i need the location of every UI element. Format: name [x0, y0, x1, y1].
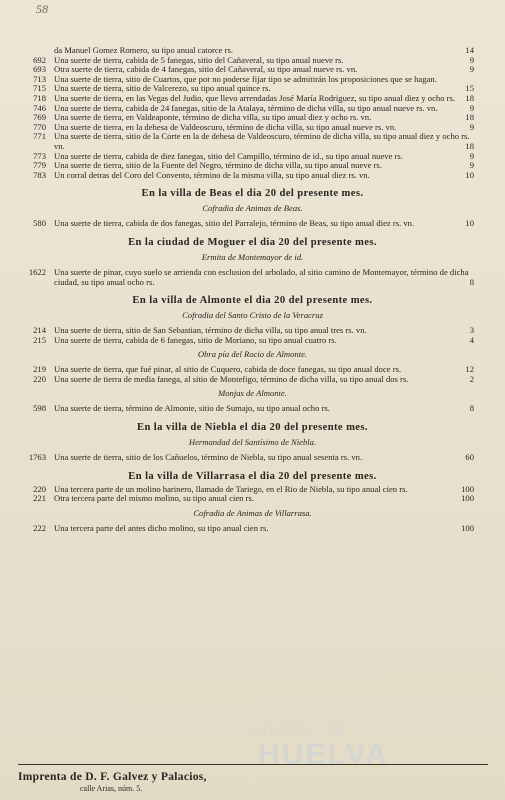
entry-amount: 9 — [469, 54, 474, 65]
page-footer — [18, 764, 488, 793]
entry-number: 779 — [33, 160, 46, 171]
entry-description: Una suerte de tierra, sitio de la Fuente del Negro, término de dicha villa, su tipo anual nueve rs. — [54, 160, 382, 171]
list-item — [0, 171, 505, 181]
entry-number: 220 — [33, 483, 46, 494]
entry-description: Una suerte de tierra, sitio de la Corte en la de dehesa de Valdeoscuro, término de dicha villa, su tipo anual diez y ocho rs. vn. — [54, 131, 470, 151]
entry-number: 770 — [33, 121, 46, 132]
entry-number: 769 — [33, 112, 46, 123]
entry-description: Una suerte de tierra de media fanega, al sitio de Montefigo, término de dicha villa, su tipo anual dos rs. — [54, 373, 409, 384]
entry-number: 713 — [33, 73, 46, 84]
entry-amount: 8 — [469, 403, 474, 414]
section-heading: En la villa de Beas el dia 20 del presente mes. — [141, 188, 364, 200]
entry-number: 220 — [33, 373, 46, 384]
entry-amount: 18 — [465, 92, 474, 103]
entry-amount: 100 — [461, 483, 474, 494]
entry-amount: 10 — [465, 218, 474, 229]
entry-number: 215 — [33, 334, 46, 345]
entry-amount: 15 — [465, 83, 474, 94]
entry-description: Una tercera parte de un molino harinero, llamado de Tariego, en el Rio de Niebla, su tipo anual cien rs. — [54, 483, 408, 494]
printer-imprint: Imprenta de D. F. Galvez y Palacios, — [18, 771, 207, 783]
entry-description: Una suerte de tierra, cabida de diez fanegas, sitio del Campillo, término de id., su tipo anual nueve rs. — [54, 150, 403, 161]
entry-amount: 100 — [461, 493, 474, 504]
list-item — [0, 375, 505, 385]
group-subtitle: Cofradia del Santo Cristo de la Veracruz — [182, 310, 323, 321]
group-subtitle: Hermandad del Santísimo de Niebla. — [188, 437, 317, 448]
entry-number: 718 — [33, 92, 46, 103]
entry-amount: 9 — [469, 102, 474, 113]
entry-amount: 9 — [469, 150, 474, 161]
entry-description: Una suerte de tierra, sitio de Valcerezo, su tipo anual quince rs. — [54, 83, 271, 94]
entry-number: 773 — [33, 150, 46, 161]
watermark-logo-text: HUELVA — [258, 738, 389, 771]
list-item — [0, 404, 505, 414]
printer-address: calle Arias, núm. 5. — [80, 784, 143, 793]
entry-amount: 9 — [469, 121, 474, 132]
entry-amount: 4 — [469, 334, 474, 345]
entry-description: Una suerte de tierra, término de Almonte, sitio de Sumajo, su tipo anual ocho rs. — [54, 403, 330, 414]
entry-description: Otra tercera parte del mismo molino, su tipo anual cien rs. — [54, 493, 254, 504]
entry-number: 1622 — [28, 266, 46, 277]
entry-description: Una tercera parte del antes dicho molino, su tipo anual cien rs. — [54, 522, 269, 533]
section-heading: En la villa de Niebla el dia 20 del presente mes. — [137, 422, 368, 434]
entry-number: 221 — [33, 493, 46, 504]
entry-description: da Manuel Gomez Romero, su tipo anual catorce rs. — [54, 45, 233, 55]
entry-description: Una suerte de tierra, cabida de 5 fanegas, sitio del Cañaveral, su tipo anual nueve rs. — [54, 54, 344, 65]
footer-rule — [18, 764, 488, 765]
entry-description: Una suerte de tierra, en Valdeaponte, término de dicha villa, su tipo anual diez y ocho rs. vn. — [54, 112, 372, 123]
entry-description: Una suerte de tierra, cabida de 24 fanegas, sitio de la Atalaya, término de dicha villa, su tipo anual nueve rs. vn. — [54, 102, 438, 113]
entry-number: 598 — [33, 403, 46, 414]
list-item — [0, 219, 505, 229]
list-item — [0, 453, 505, 463]
entry-amount: 9 — [469, 64, 474, 75]
page-mark: 58 — [36, 2, 48, 16]
entry-description: Otra suerte de tierra, cabida de 4 fanegas, sitio del Cañaveral, su tipo anual nueve rs. vn. — [54, 64, 358, 75]
group-subtitle: Obra pía del Rocio de Almonte. — [197, 349, 308, 360]
entry-description: Una suerte de tierra, en las Vegas del Judio, que llevo arrendadas José María Rodriguez, su tipo anual diez y ocho rs. — [54, 92, 455, 103]
entry-description: Una suerte de tierra, que fué pinar, al sitio de Cuquero, cabida de doce fanegas, su tipo anual doce rs. — [54, 364, 402, 375]
entry-number: 214 — [33, 325, 46, 336]
entry-description: Una suerte de tierra, sitio de los Cañuelos, término de Niebla, su tipo anual sesenta rs. vn. — [54, 452, 363, 463]
entry-amount: 9 — [469, 160, 474, 171]
entry-number: 580 — [33, 218, 46, 229]
section-heading: En la ciudad de Moguer el dia 20 del presente mes. — [128, 236, 377, 248]
section-heading: En la villa de Almonte el dia 20 del presente mes. — [132, 295, 373, 307]
entry-amount: 10 — [465, 169, 474, 180]
entry-amount: 18 — [465, 112, 474, 123]
entry-description: Una suerte de tierra, sitio de San Sebastian, término de dicha villa, su tipo anual tres rs. vn. — [54, 325, 367, 336]
group-subtitle: Cofradia de Animas de Beas. — [202, 203, 303, 214]
list-item — [0, 132, 505, 151]
group-subtitle: Monjas de Almonte. — [218, 388, 287, 399]
entry-number: 692 — [33, 54, 46, 65]
entry-amount: 100 — [461, 522, 474, 533]
list-item — [0, 524, 505, 534]
list-item — [0, 336, 505, 346]
entry-amount: 14 — [465, 45, 474, 55]
entry-number: 715 — [33, 83, 46, 94]
list-item — [0, 494, 505, 504]
group-subtitle: Ermita de Montemayor de id. — [201, 251, 304, 262]
entry-number: 693 — [33, 64, 46, 75]
entry-amount: 3 — [469, 325, 474, 336]
entry-amount: 12 — [465, 364, 474, 375]
entry-description: Una suerte de tierra, sitio de Cuartos, que por no poderse fijar tipo se admitirán los proposiciones que se hagan. — [54, 73, 437, 84]
entry-number: 746 — [33, 102, 46, 113]
entry-number: 219 — [33, 364, 46, 375]
entries-list — [0, 46, 505, 180]
entry-description: Una suerte de tierra, cabida de 6 fanegas, sitio de Moriano, su tipo anual cuatro rs. — [54, 334, 337, 345]
entry-number: 783 — [33, 169, 46, 180]
entry-amount: 8 — [469, 276, 474, 287]
group-subtitle: Cofradia de Animas de Villarrasa. — [193, 507, 312, 518]
entry-description: Una suerte de tierra, cabida de dos fanegas, sitio del Parralejo, término de Beas, su tipo anual diez rs. vn. — [54, 218, 415, 229]
entry-description: Una suerte de pinar, cuyo suelo se arrienda con esclusion del arbolado, al sitio camino de Montemayor, término de dicha ciudad, su tipo anual ocho rs. — [54, 266, 469, 287]
document-body — [0, 46, 505, 533]
entry-amount: 18 — [465, 140, 474, 151]
section-heading: En la villa de Villarrasa el dia 20 del presente mes. — [128, 470, 377, 482]
watermark-text: Archivo de — [250, 718, 346, 738]
entry-number: 222 — [33, 522, 46, 533]
entry-description: Un corral detras del Coro del Convento, término de la misma villa, su tipo anual diez rs. vn. — [54, 169, 370, 180]
entry-amount: 2 — [469, 373, 474, 384]
list-item — [0, 268, 505, 287]
entry-number: 771 — [33, 131, 46, 142]
entry-description: Una suerte de tierra, en la dehesa de Valdeoscuro, término de dicha villa, su tipo anual nueve rs. vn. — [54, 121, 397, 132]
sections-list — [0, 188, 505, 533]
entry-amount: 60 — [465, 452, 474, 463]
entry-number: 1763 — [28, 452, 46, 463]
